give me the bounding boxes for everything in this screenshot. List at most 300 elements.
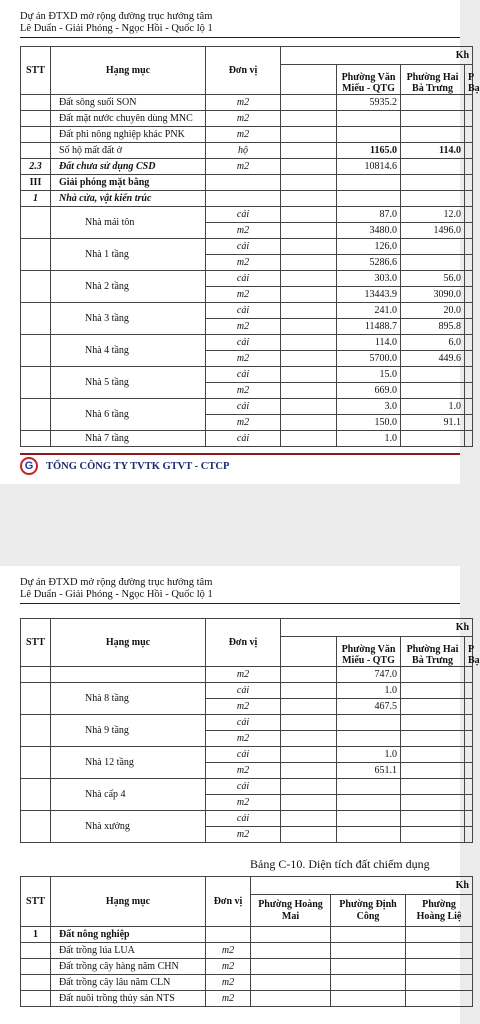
table-row: [21, 991, 473, 1007]
row-unit: cái: [206, 367, 281, 383]
row-value-next: [465, 191, 473, 207]
table-row: [21, 303, 473, 319]
row-unit: hộ: [206, 143, 281, 159]
table-row: [21, 667, 473, 683]
row-value-van-mieu: [337, 779, 401, 795]
table-row: [21, 431, 473, 447]
table-row: [21, 207, 473, 223]
page-header-2: [20, 577, 460, 604]
row-spacer: [281, 383, 337, 399]
row-unit: m2: [206, 731, 281, 747]
table-row: [21, 975, 473, 991]
row-stt: III: [21, 175, 51, 191]
row-value-hoang-liet: [406, 991, 473, 1007]
row-stt: [21, 207, 51, 239]
row-value-dinh-cong: [331, 927, 406, 943]
row-value-hai-ba-trung: [401, 731, 465, 747]
row-unit: m2: [206, 959, 251, 975]
row-value-hai-ba-trung: [401, 811, 465, 827]
row-value-next: [465, 779, 473, 795]
row-value-hai-ba-trung: [401, 747, 465, 763]
row-value-van-mieu: 467.5: [337, 699, 401, 715]
col-van-mieu: Phường Văn Miếu - QTG: [337, 637, 401, 667]
row-value-next: [465, 667, 473, 683]
project-route: Lê Duẩn - Giải Phóng - Ngọc Hồi - Quốc lộ 1: [20, 589, 213, 600]
row-item: Nhà 8 tầng: [51, 683, 206, 715]
row-unit: m2: [206, 943, 251, 959]
row-stt: [21, 143, 51, 159]
row-value-next: [465, 223, 473, 239]
row-value-van-mieu: [337, 111, 401, 127]
row-unit: cái: [206, 239, 281, 255]
row-stt: [21, 959, 51, 975]
row-value-van-mieu: [337, 827, 401, 843]
allocation-table-continued: [20, 618, 480, 843]
company-logo-icon: G: [20, 457, 38, 475]
row-item: Nhà 3 tầng: [51, 303, 206, 335]
row-value-dinh-cong: [331, 959, 406, 975]
row-value-next: [465, 175, 473, 191]
row-stt: [21, 683, 51, 715]
row-item: Nhà 6 tầng: [51, 399, 206, 431]
row-value-next: [465, 367, 473, 383]
row-spacer: [281, 287, 337, 303]
row-value-hai-ba-trung: [401, 255, 465, 271]
col-hoang-liet: Phường Hoàng Liệ: [406, 895, 473, 927]
row-value-hai-ba-trung: [401, 715, 465, 731]
row-value-hoang-mai: [251, 975, 331, 991]
row-item: Nhà 5 tầng: [51, 367, 206, 399]
row-stt: [21, 239, 51, 271]
row-stt: [21, 335, 51, 367]
row-item: [51, 667, 206, 683]
row-unit: m2: [206, 351, 281, 367]
row-value-van-mieu: 10814.6: [337, 159, 401, 175]
col-spacer: [281, 637, 337, 667]
row-value-hai-ba-trung: 449.6: [401, 351, 465, 367]
row-item: Đất trồng cây lâu năm CLN: [51, 975, 206, 991]
row-value-next: [465, 207, 473, 223]
row-value-hai-ba-trung: [401, 175, 465, 191]
row-value-hoang-liet: [406, 943, 473, 959]
table-row: [21, 95, 473, 111]
col-hoang-mai: Phường Hoàng Mai: [251, 895, 331, 927]
row-value-hai-ba-trung: [401, 127, 465, 143]
row-spacer: [281, 127, 337, 143]
row-stt: [21, 975, 51, 991]
row-spacer: [281, 415, 337, 431]
row-unit: [206, 191, 281, 207]
col-unit: Đơn vị: [206, 47, 281, 95]
row-item: Giải phóng mặt bằng: [51, 175, 206, 191]
row-spacer: [281, 747, 337, 763]
row-unit: m2: [206, 287, 281, 303]
row-value-van-mieu: [337, 175, 401, 191]
row-value-next: [465, 683, 473, 699]
row-value-next: [465, 95, 473, 111]
row-value-van-mieu: 15.0: [337, 367, 401, 383]
row-value-hai-ba-trung: 91.1: [401, 415, 465, 431]
row-stt: [21, 111, 51, 127]
row-value-van-mieu: 5286.6: [337, 255, 401, 271]
row-value-hai-ba-trung: [401, 795, 465, 811]
row-item: Nhà 12 tầng: [51, 747, 206, 779]
table-row: [21, 127, 473, 143]
col-stt: STT: [21, 619, 51, 667]
table-row: [21, 191, 473, 207]
row-unit: m2: [206, 383, 281, 399]
row-stt: [21, 367, 51, 399]
row-unit: m2: [206, 827, 281, 843]
table-caption: Bảng C-10. Diện tích đất chiếm dụng: [250, 857, 430, 871]
document-page-2: [0, 566, 480, 1024]
row-value-next: [465, 239, 473, 255]
row-spacer: [281, 303, 337, 319]
row-item: Nhà 4 tầng: [51, 335, 206, 367]
col-spacer: [281, 65, 337, 95]
row-unit: m2: [206, 255, 281, 271]
row-value-hai-ba-trung: [401, 779, 465, 795]
row-unit: cái: [206, 335, 281, 351]
col-hai-ba-trung: Phường Hai Bà Trưng: [401, 65, 465, 95]
row-unit: m2: [206, 223, 281, 239]
row-value-hai-ba-trung: 895.8: [401, 319, 465, 335]
row-spacer: [281, 351, 337, 367]
col-group: Kh: [251, 877, 473, 895]
row-value-next: [465, 383, 473, 399]
row-unit: m2: [206, 991, 251, 1007]
row-spacer: [281, 699, 337, 715]
row-spacer: [281, 95, 337, 111]
row-stt: [21, 399, 51, 431]
row-value-next: [465, 811, 473, 827]
row-value-hoang-liet: [406, 927, 473, 943]
table-row: [21, 683, 473, 699]
row-value-van-mieu: [337, 715, 401, 731]
row-unit: cái: [206, 207, 281, 223]
row-stt: [21, 943, 51, 959]
row-value-van-mieu: 3480.0: [337, 223, 401, 239]
row-value-next: [465, 111, 473, 127]
row-spacer: [281, 207, 337, 223]
table-row: [21, 143, 473, 159]
row-spacer: [281, 827, 337, 843]
row-value-van-mieu: 1.0: [337, 747, 401, 763]
col-unit: Đơn vị: [206, 877, 251, 927]
row-item: Đất trồng lúa LUA: [51, 943, 206, 959]
row-item: Đất chưa sử dụng CSD: [51, 159, 206, 175]
row-value-hai-ba-trung: [401, 763, 465, 779]
row-value-next: [465, 699, 473, 715]
row-value-van-mieu: [337, 795, 401, 811]
table-row: [21, 779, 473, 795]
row-unit: m2: [206, 763, 281, 779]
row-item: Đất phi nông nghiệp khác PNK: [51, 127, 206, 143]
row-stt: [21, 95, 51, 111]
row-value-van-mieu: [337, 811, 401, 827]
row-value-van-mieu: [337, 731, 401, 747]
row-value-hai-ba-trung: [401, 239, 465, 255]
land-occupation-table: [20, 876, 473, 1007]
row-value-hoang-liet: [406, 975, 473, 991]
col-dinh-cong: Phường Định Công: [331, 895, 406, 927]
row-value-next: [465, 335, 473, 351]
project-route: Lê Duẩn - Giải Phóng - Ngọc Hồi - Quốc lộ 1: [20, 23, 213, 34]
row-value-next: [465, 255, 473, 271]
table-row: [21, 159, 473, 175]
row-stt: 1: [21, 191, 51, 207]
row-value-hai-ba-trung: [401, 699, 465, 715]
row-stt: [21, 779, 51, 811]
table-row: [21, 111, 473, 127]
row-value-next: [465, 351, 473, 367]
row-value-hai-ba-trung: [401, 683, 465, 699]
row-unit: cái: [206, 303, 281, 319]
row-stt: 2.3: [21, 159, 51, 175]
row-stt: [21, 271, 51, 303]
row-unit: m2: [206, 319, 281, 335]
row-stt: [21, 431, 51, 447]
row-value-hoang-mai: [251, 927, 331, 943]
row-spacer: [281, 239, 337, 255]
row-value-van-mieu: 11488.7: [337, 319, 401, 335]
row-item: Nhà mái tôn: [51, 207, 206, 239]
row-value-van-mieu: 5700.0: [337, 351, 401, 367]
row-spacer: [281, 335, 337, 351]
row-unit: cái: [206, 715, 281, 731]
row-value-next: [465, 399, 473, 415]
row-value-van-mieu: [337, 191, 401, 207]
col-next: P Bạ: [465, 65, 473, 95]
row-value-van-mieu: 669.0: [337, 383, 401, 399]
project-title: Dự án ĐTXD mở rộng đường trục hướng tâm: [20, 577, 213, 588]
page-header: [20, 11, 460, 38]
row-spacer: [281, 223, 337, 239]
row-stt: [21, 991, 51, 1007]
row-item: Nhà 2 tầng: [51, 271, 206, 303]
row-spacer: [281, 111, 337, 127]
row-value-next: [465, 795, 473, 811]
row-item: Đất sông suối SON: [51, 95, 206, 111]
row-unit: m2: [206, 111, 281, 127]
row-value-next: [465, 415, 473, 431]
row-item: Nhà 1 tầng: [51, 239, 206, 271]
row-value-next: [465, 431, 473, 447]
row-value-dinh-cong: [331, 975, 406, 991]
table-row: [21, 399, 473, 415]
row-value-hai-ba-trung: 1496.0: [401, 223, 465, 239]
table-row: [21, 335, 473, 351]
row-value-next: [465, 731, 473, 747]
table-row: [21, 943, 473, 959]
row-value-next: [465, 715, 473, 731]
row-value-hai-ba-trung: 20.0: [401, 303, 465, 319]
row-unit: cái: [206, 779, 281, 795]
row-stt: [21, 303, 51, 335]
row-unit: [206, 927, 251, 943]
row-value-hoang-liet: [406, 959, 473, 975]
col-item: Hạng mục: [51, 619, 206, 667]
row-item: Nhà cấp 4: [51, 779, 206, 811]
row-value-next: [465, 271, 473, 287]
row-value-hai-ba-trung: [401, 111, 465, 127]
row-spacer: [281, 175, 337, 191]
row-unit: cái: [206, 271, 281, 287]
row-stt: [21, 127, 51, 143]
row-unit: [206, 175, 281, 191]
row-value-van-mieu: 1.0: [337, 431, 401, 447]
row-value-hai-ba-trung: 6.0: [401, 335, 465, 351]
row-value-van-mieu: 747.0: [337, 667, 401, 683]
row-spacer: [281, 683, 337, 699]
row-spacer: [281, 811, 337, 827]
project-title: Dự án ĐTXD mở rộng đường trục hướng tâm: [20, 11, 213, 22]
row-value-dinh-cong: [331, 943, 406, 959]
row-value-van-mieu: 87.0: [337, 207, 401, 223]
row-value-van-mieu: 5935.2: [337, 95, 401, 111]
row-value-next: [465, 127, 473, 143]
document-page-1: [0, 0, 480, 484]
row-value-van-mieu: 1.0: [337, 683, 401, 699]
col-van-mieu: Phường Văn Miếu - QTG: [337, 65, 401, 95]
row-item: Nhà xưởng: [51, 811, 206, 843]
col-group: Kh: [281, 619, 473, 637]
row-value-van-mieu: 651.1: [337, 763, 401, 779]
row-value-next: [465, 303, 473, 319]
row-value-hai-ba-trung: [401, 367, 465, 383]
row-value-van-mieu: 3.0: [337, 399, 401, 415]
row-unit: m2: [206, 95, 281, 111]
table-row: [21, 271, 473, 287]
row-spacer: [281, 715, 337, 731]
row-unit: m2: [206, 975, 251, 991]
row-spacer: [281, 255, 337, 271]
table-row: [21, 959, 473, 975]
row-unit: m2: [206, 667, 281, 683]
row-spacer: [281, 667, 337, 683]
row-item: Nhà cửa, vật kiến trúc: [51, 191, 206, 207]
row-stt: [21, 667, 51, 683]
table-row: [21, 175, 473, 191]
row-unit: cái: [206, 683, 281, 699]
row-value-hai-ba-trung: [401, 191, 465, 207]
row-spacer: [281, 779, 337, 795]
col-stt: STT: [21, 47, 51, 95]
row-unit: cái: [206, 811, 281, 827]
table-row: [21, 367, 473, 383]
row-value-hai-ba-trung: 3090.0: [401, 287, 465, 303]
row-value-next: [465, 827, 473, 843]
row-value-van-mieu: 150.0: [337, 415, 401, 431]
col-item: Hạng mục: [51, 47, 206, 95]
row-value-hai-ba-trung: [401, 667, 465, 683]
row-value-hai-ba-trung: 12.0: [401, 207, 465, 223]
row-spacer: [281, 367, 337, 383]
row-spacer: [281, 731, 337, 747]
table-row: [21, 811, 473, 827]
row-value-next: [465, 747, 473, 763]
header-rule: [20, 603, 460, 604]
row-unit: m2: [206, 127, 281, 143]
row-value-hai-ba-trung: 56.0: [401, 271, 465, 287]
row-item: Số hộ mất đất ở: [51, 143, 206, 159]
row-value-van-mieu: 126.0: [337, 239, 401, 255]
row-item: Đất nuôi trồng thủy sản NTS: [51, 991, 206, 1007]
col-hai-ba-trung: Phường Hai Bà Trưng: [401, 637, 465, 667]
row-stt: [21, 747, 51, 779]
row-unit: m2: [206, 699, 281, 715]
row-unit: cái: [206, 399, 281, 415]
row-value-hai-ba-trung: [401, 383, 465, 399]
row-value-next: [465, 319, 473, 335]
row-spacer: [281, 143, 337, 159]
row-value-van-mieu: 303.0: [337, 271, 401, 287]
row-item: Đất nông nghiệp: [51, 927, 206, 943]
row-spacer: [281, 795, 337, 811]
col-next: P Bạ: [465, 637, 473, 667]
row-value-next: [465, 159, 473, 175]
company-name: TỔNG CÔNG TY TVTK GTVT - CTCP: [46, 460, 230, 472]
row-item: Đất trồng cây hàng năm CHN: [51, 959, 206, 975]
row-stt: [21, 715, 51, 747]
col-unit: Đơn vị: [206, 619, 281, 667]
row-value-hai-ba-trung: [401, 95, 465, 111]
allocation-table: [20, 46, 480, 447]
row-value-next: [465, 287, 473, 303]
row-spacer: [281, 319, 337, 335]
footer-rule: [20, 453, 460, 455]
row-unit: cái: [206, 431, 281, 447]
row-spacer: [281, 159, 337, 175]
row-value-van-mieu: [337, 127, 401, 143]
row-item: Đất mặt nước chuyên dùng MNC: [51, 111, 206, 127]
row-value-van-mieu: 114.0: [337, 335, 401, 351]
page-footer: [20, 453, 460, 475]
row-spacer: [281, 191, 337, 207]
col-stt: STT: [21, 877, 51, 927]
row-unit: cái: [206, 747, 281, 763]
row-value-hai-ba-trung: [401, 159, 465, 175]
row-value-next: [465, 763, 473, 779]
row-spacer: [281, 763, 337, 779]
row-stt: [21, 811, 51, 843]
table-row: [21, 927, 473, 943]
row-spacer: [281, 431, 337, 447]
row-unit: m2: [206, 159, 281, 175]
col-group: Kh: [281, 47, 473, 65]
table-row: [21, 239, 473, 255]
row-value-hai-ba-trung: [401, 431, 465, 447]
row-stt: 1: [21, 927, 51, 943]
row-value-hai-ba-trung: [401, 827, 465, 843]
row-item: Nhà 7 tầng: [51, 431, 206, 447]
row-value-van-mieu: 1165.0: [337, 143, 401, 159]
row-spacer: [281, 399, 337, 415]
row-value-hai-ba-trung: 1.0: [401, 399, 465, 415]
col-item: Hạng mục: [51, 877, 206, 927]
row-spacer: [281, 271, 337, 287]
row-value-van-mieu: 13443.9: [337, 287, 401, 303]
row-value-hoang-mai: [251, 991, 331, 1007]
row-value-hoang-mai: [251, 959, 331, 975]
header-rule: [20, 37, 460, 38]
row-value-van-mieu: 241.0: [337, 303, 401, 319]
table-row: [21, 747, 473, 763]
row-item: Nhà 9 tầng: [51, 715, 206, 747]
table-row: [21, 715, 473, 731]
row-unit: m2: [206, 795, 281, 811]
row-unit: m2: [206, 415, 281, 431]
